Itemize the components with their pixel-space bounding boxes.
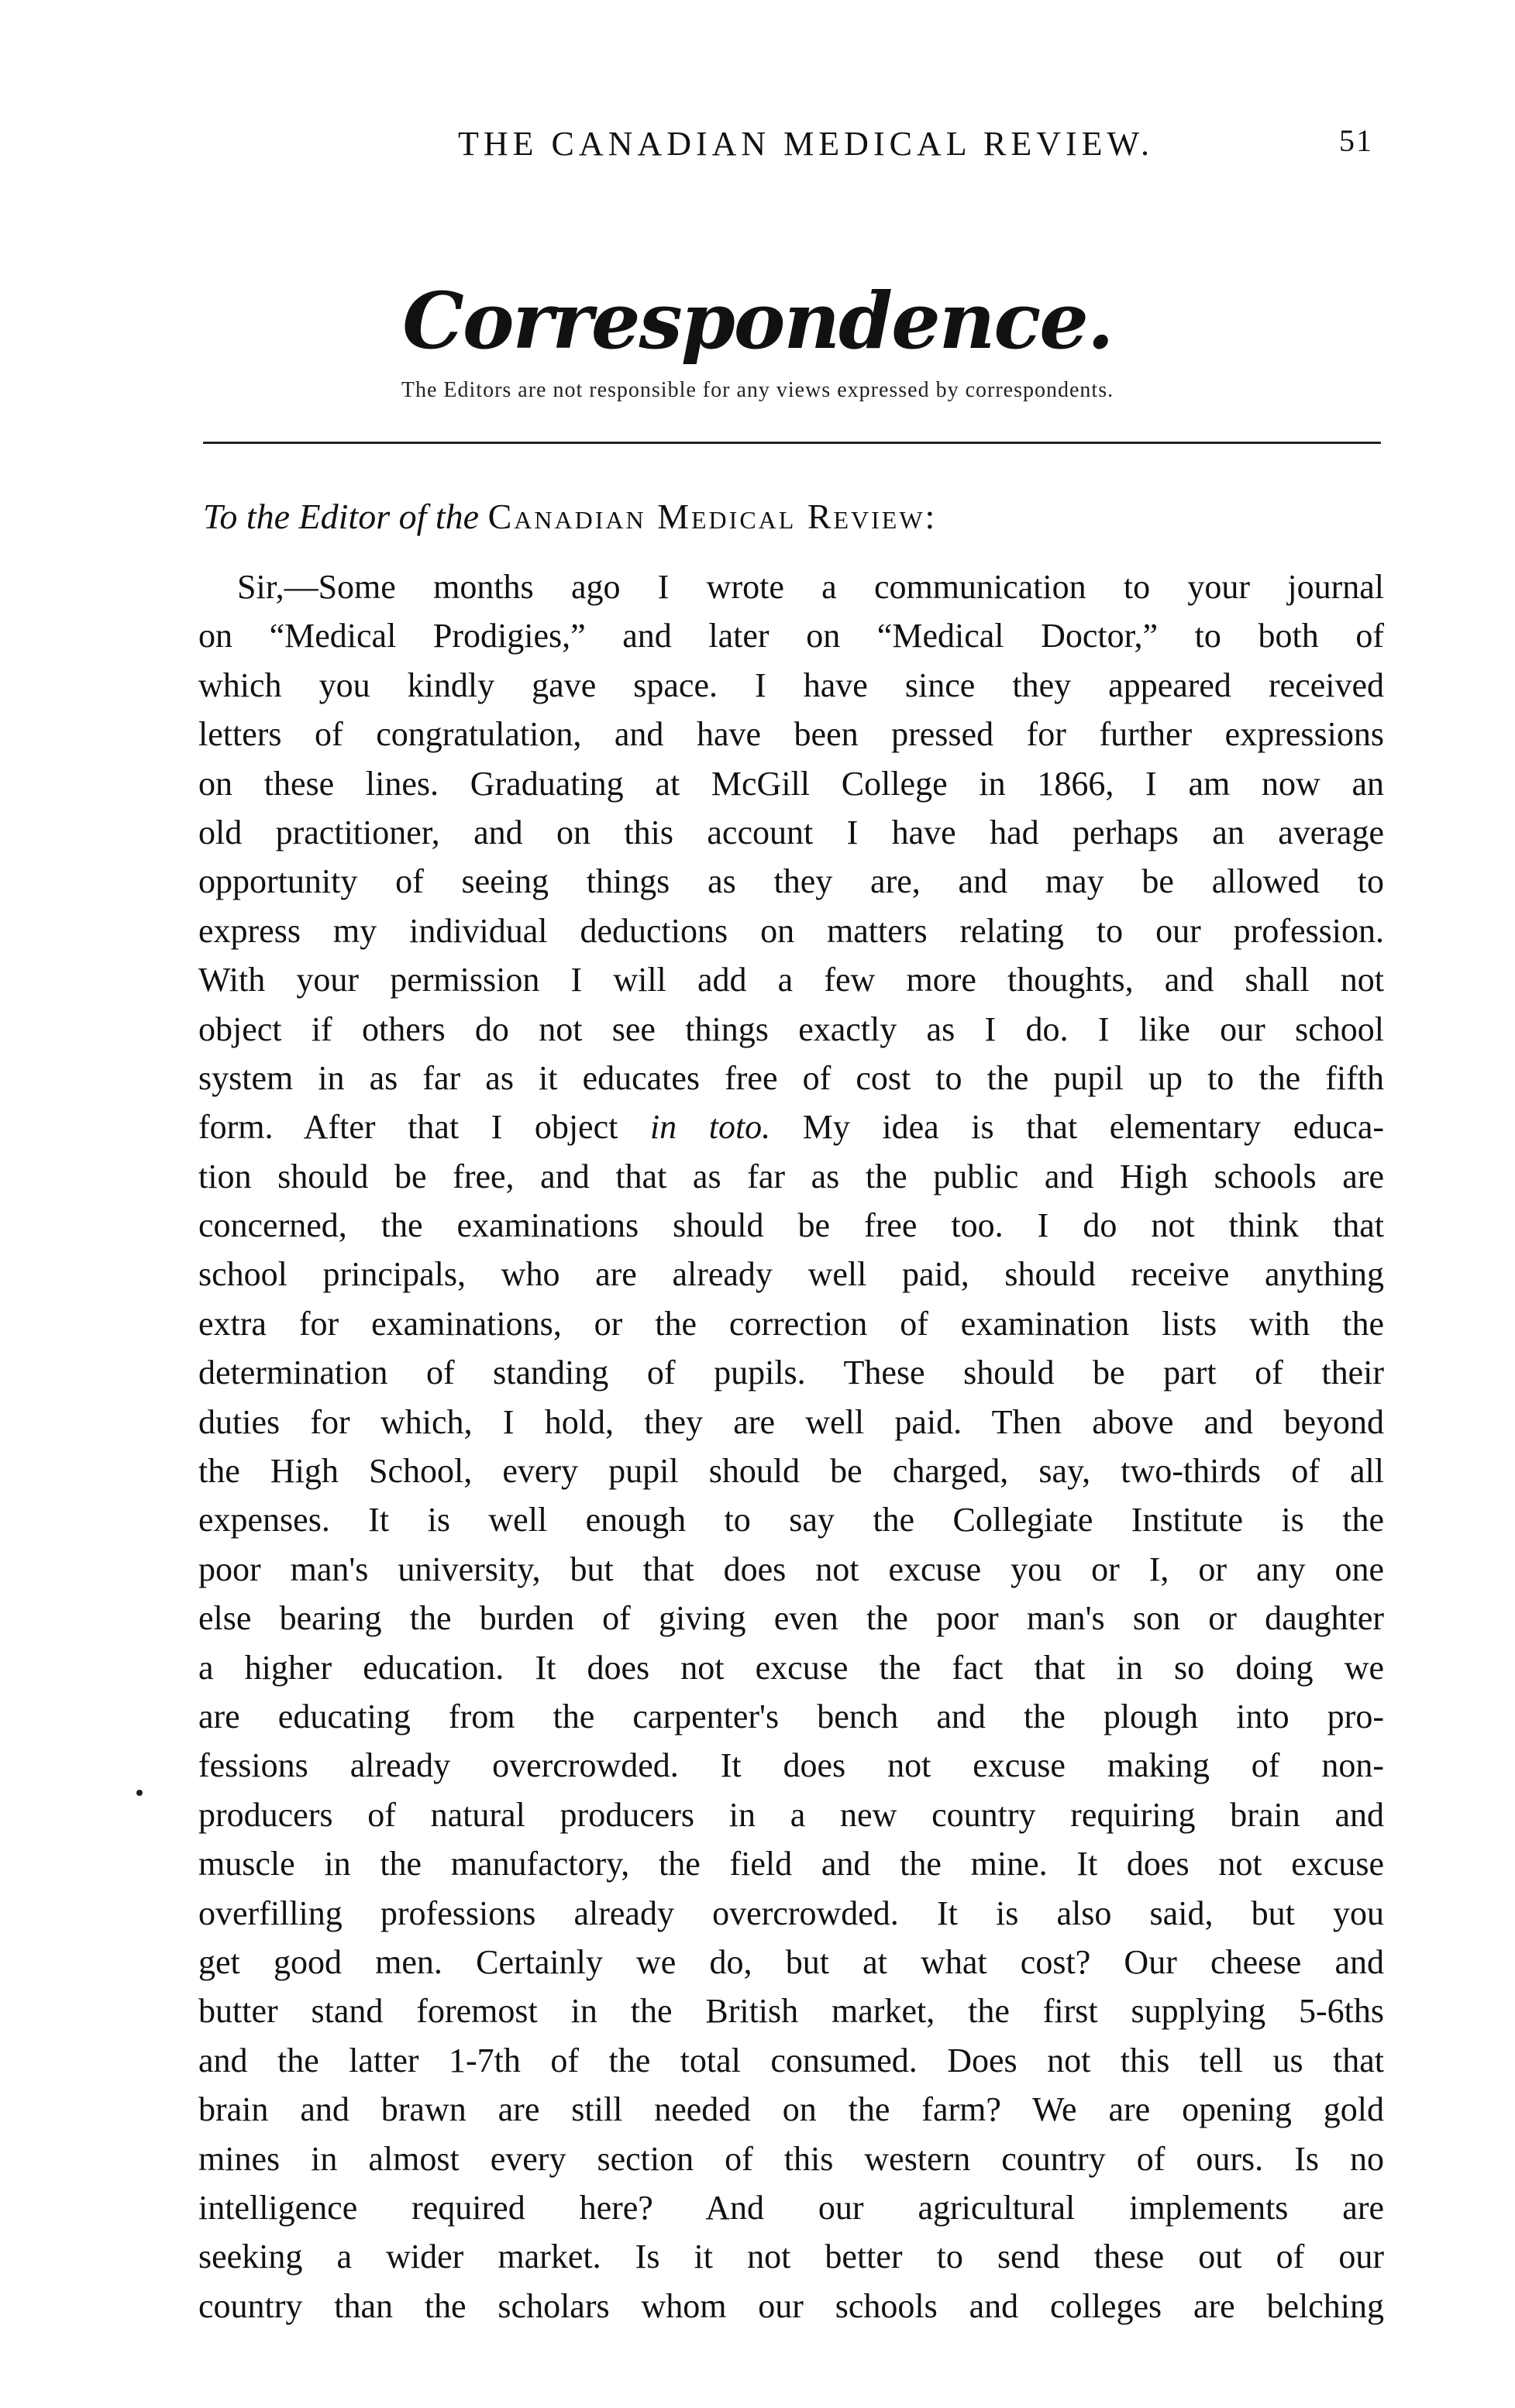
text-line: producers of natural producers in a new country requiring brain and [198,1795,1384,1834]
text-line: duties for which, I hold, they are well paid. Then above and beyond [198,1402,1384,1441]
running-header: THE CANADIAN MEDICAL REVIEW. [458,125,1154,163]
text-line: get good men. Certainly we do, but at what cost? Our cheese and [198,1942,1384,1981]
margin-mark [136,1790,143,1796]
text-line: a higher education. It does not excuse the fact that in so doing we [198,1648,1384,1687]
text-line: system in as far as it educates free of cost to the pupil up to the fifth [198,1058,1384,1097]
latin-phrase: in toto. [649,1108,771,1147]
text-line: extra for examinations, or the correction of examination lists with the [198,1304,1384,1343]
text-line: school principals, who are already well paid, should receive anything [198,1255,1384,1294]
text-line: concerned, the examinations should be free too. I do not think that [198,1206,1384,1245]
text-line: brain and brawn are still needed on the farm? We are opening gold [198,2090,1384,2129]
text-line: opportunity of seeing things as they are, and may be allowed to [198,862,1384,901]
salutation-prefix: To the Editor of the [203,497,480,536]
text-line: the High School, every pupil should be charged, say, two-thirds of all [198,1452,1384,1491]
text-line: object if others do not see things exactly as I do. I like our school [198,1010,1384,1048]
text-line: express my individual deductions on matters relating to our profession. [198,911,1384,950]
text-line: muscle in the manufactory, the field and the mine. It does not excuse [198,1845,1384,1883]
text-line: letters of congratulation, and have been pressed for further expressions [198,715,1384,754]
page-number: 51 [1339,123,1373,158]
text-line: intelligence required here? And our agricultural implements are [198,2188,1384,2227]
letter-body [198,562,1384,2331]
text-line: on “Medical Prodigies,” and later on “Medical Doctor,” to both of [198,617,1384,655]
text-line: overfilling professions already overcrowded. It is also said, but you [198,1894,1384,1932]
letter-salutation [203,496,937,537]
text-line: old practitioner, and on this account I have had perhaps an average [198,813,1384,851]
salutation-journal-name: Canadian Medical Review: [487,497,938,536]
text-line: mines in almost every section of this western country of ours. Is no [198,2139,1384,2178]
text-line: and the latter 1-7th of the total consumed. Does not this tell us that [198,2041,1384,2079]
text-line: fessions already overcrowded. It does not excuse making of non- [198,1746,1384,1785]
text-line: With your permission I will add a few more thoughts, and shall not [198,961,1384,999]
text-line: determination of standing of pupils. These should be part of their [198,1354,1384,1392]
text-line: tion should be free, and that as far as the public and High schools are [198,1157,1384,1195]
text-line: poor man's university, but that does not excuse you or I, or any one [198,1550,1384,1588]
text-line: which you kindly gave space. I have since they appeared received [198,666,1384,704]
text-line: seeking a wider market. Is it not better to send these out of our [198,2238,1384,2276]
text-line: butter stand foremost in the British market, the first supplying 5-6ths [198,1992,1384,2031]
text-line: Sir,—Some months ago I wrote a communication to your journal [237,568,1384,606]
text-line: country than the scholars whom our schools and colleges are belching [198,2286,1384,2325]
section-title: Correspondence. [402,275,1113,366]
text-line: are educating from the carpenter's bench and the plough into pro- [198,1697,1384,1735]
editor-disclaimer: The Editors are not responsible for any views expressed by correspondents. [401,378,1114,402]
text-line: form. After that I object in toto. My idea is that elementary educa- [198,1108,1384,1147]
text-line: expenses. It is well enough to say the Collegiate Institute is the [198,1501,1384,1539]
horizontal-rule [203,442,1381,444]
text-line: else bearing the burden of giving even the poor man's son or daughter [198,1599,1384,1638]
text-line: on these lines. Graduating at McGill College in 1866, I am now an [198,764,1384,803]
